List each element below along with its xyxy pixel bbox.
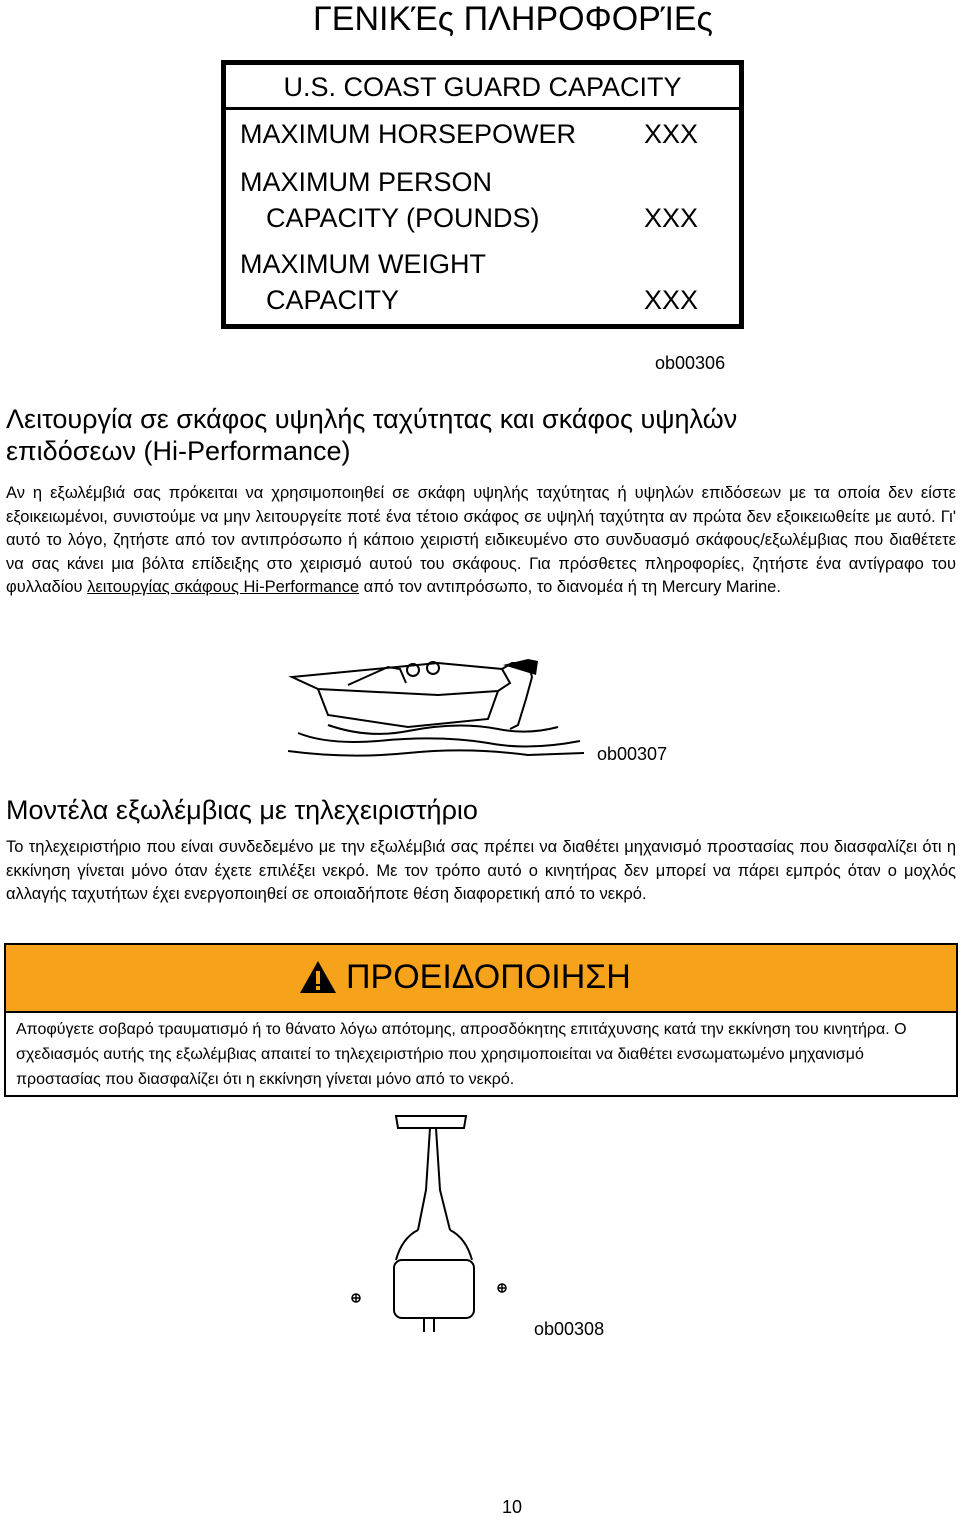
warning-box [4,943,958,1097]
control-handle-grip [396,1116,466,1128]
boat-hull-top [292,663,510,695]
section-title-remote: Μοντέλα εξωλέμβιας με τηλεχειριστήριο [6,795,478,825]
capacity-plate-title: U.S. COAST GUARD CAPACITY [226,65,739,110]
max-person-label-line2: CAPACITY (POUNDS) [266,203,540,233]
boat-engine [502,663,532,729]
section-title-hi-performance [6,403,956,467]
warning-body: Αποφύγετε σοβαρό τραυματισμό ή το θάνατο λόγω απότομης, απροσδόκητης επιτάχυνσης κατά την εκκίνηση του κινητήρα. Ο σχεδιασμός αυτής της εξωλέμβιας απαιτεί το τηλεχειριστήριο που χρησιμοποιείται να διαθέτει ενσωματωμένο μηχανισμό προστασίας που διασφαλίζει ότι η εκκίνηση γίνεται μόνο από το νεκρό. [16,1021,907,1088]
warning-header [6,945,956,1013]
boat-illustration [288,655,584,760]
section-title-line1: Λειτουργία σε σκάφος υψηλής ταχύτητας και σκάφος υψηλών [6,404,738,434]
page-title: ΓΕΝΙΚΈς ΠΛΗΡΟΦΟΡΊΕς [313,0,713,38]
figure-code-boat: ob00307 [597,744,668,764]
section-title-line2: επιδόσεων (Hi-Performance) [6,436,351,466]
hi-performance-booklet-reference: λειτουργίας σκάφους Hi-Performance [87,578,360,596]
remote-control-illustration [346,1110,516,1335]
control-lever-right [436,1128,450,1230]
paragraph-text: Αν η εξωλέμβιά σας πρόκειται να χρησιμοποιηθεί σε σκάφη υψηλής ταχύτητας ή υψηλών επιδόσεων με τα οποία δεν είστε εξοικειωμένοι, συνιστούμε να μην λειτουργείτε ποτέ ένα τέτοιο σκάφος σε υψηλή ταχύτητα αν πρώτα δεν εξοικειωθείτε με αυτό. Γι' αυτό το λόγο, ζητήστε από τον αντιπρόσωπο ή κάποιο χειριστή ειδικευμένο στο συνδυασμό σκάφους/εξωλέμβιας που διαθέτετε να σας κάνει μια βόλτα επίδειξης στο χειρισμό αυτού του σκάφους. Για πρόσθετες πληροφορίες, ζητήστε ένα αντίγραφο του φυλλαδίου [6,484,956,596]
max-person-value: XXX [644,203,699,233]
warning-title: ΠΡΟΕΙΔΟΠΟΙΗΣΗ [346,958,631,996]
hi-performance-paragraph [6,482,956,600]
control-lever-left [418,1128,430,1230]
remote-paragraph: Το τηλεχειριστήριο που είναι συνδεδεμένο με την εξωλέμβιά σας πρέπει να διαθέτει μηχανισμό προστασίας που διασφαλίζει ότι η εκκίνηση γίνεται μόνο όταν έχετε επιλέξει νεκρό. Με τον τρόπο αυτό ο κινητήρας δεν μπορεί να πάρει εμπρός όταν ο μοχλός αλλαγής ταχυτήτων έχει ενεργοποιηθεί σε οποιαδήποτε θέση διαφορετική από το νεκρό. [6,838,956,903]
max-horsepower-value: XXX [644,119,699,149]
capacity-plate [221,60,744,329]
max-weight-label-line2: CAPACITY [266,285,400,315]
figure-code-remote: ob00308 [534,1319,605,1339]
figure-code-plate: ob00306 [655,353,726,373]
max-person-label: MAXIMUM PERSON [240,167,493,197]
warning-triangle-icon [298,959,338,995]
max-horsepower-label: MAXIMUM HORSEPOWER [240,119,577,149]
max-weight-label: MAXIMUM WEIGHT [240,249,486,279]
boat-hull-side [318,689,498,727]
page-number: 10 [501,1497,523,1517]
max-weight-value: XXX [644,285,699,315]
engine-cowling [503,659,538,675]
control-box [394,1260,474,1318]
paragraph-text-end: από τον αντιπρόσωπο, το διανομέα ή τη Mercury Marine. [363,578,781,596]
